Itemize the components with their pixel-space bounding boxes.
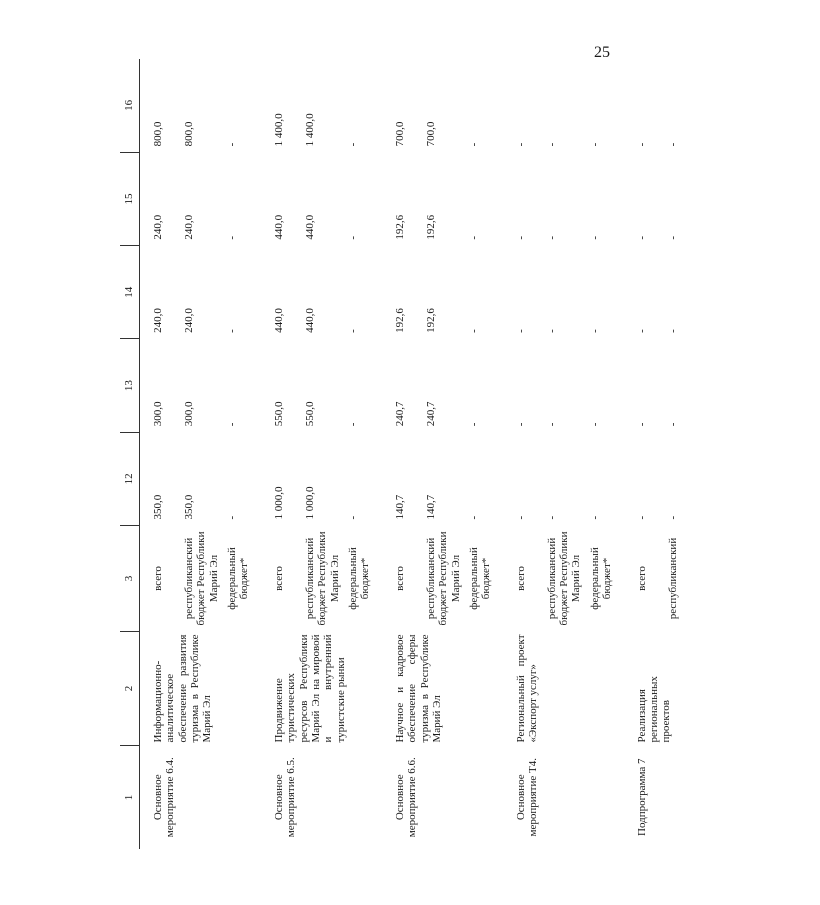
value-col-13: - bbox=[635, 422, 648, 427]
value-col-14: 440,0 bbox=[272, 308, 285, 333]
value-col-15: 240,0 bbox=[183, 214, 195, 240]
value-col-15: 192,6 bbox=[393, 214, 406, 240]
value-col-13: - bbox=[514, 422, 527, 427]
value-col-12: 140,7 bbox=[424, 494, 437, 520]
measure-name: Основное мероприятие 6.4. bbox=[152, 757, 177, 838]
value-col-14: - bbox=[588, 329, 601, 333]
measure-description: Продвижение туристических ресурсов Республики Марий Эл на мировой и внутренний туристские рынки bbox=[272, 634, 347, 743]
measure-description: Региональный проект «Экспорт услуг» bbox=[514, 634, 540, 743]
value-col-16: 800,0 bbox=[183, 121, 195, 147]
value-col-14: - bbox=[467, 329, 480, 333]
column-header-15: 15 bbox=[120, 152, 140, 245]
value-col-12: 350,0 bbox=[183, 494, 195, 520]
value-col-15: - bbox=[225, 235, 238, 240]
funding-source: республиканский бюджет Республики Марий Эл bbox=[303, 531, 341, 626]
value-col-12: 1 000,0 bbox=[303, 486, 316, 520]
value-col-13: - bbox=[346, 422, 359, 427]
value-col-15: - bbox=[635, 235, 648, 240]
column-header-1: 1 bbox=[120, 746, 140, 850]
value-col-14: - bbox=[666, 329, 679, 333]
value-col-16: - bbox=[635, 142, 648, 147]
measure-name: Основное мероприятие 6.5. bbox=[272, 757, 298, 838]
column-header-16: 16 bbox=[120, 59, 140, 152]
value-col-13: 240,7 bbox=[424, 401, 437, 427]
funding-source: республиканский bbox=[666, 537, 679, 620]
value-col-14: - bbox=[225, 329, 238, 333]
value-col-16: 1 400,0 bbox=[303, 113, 316, 147]
value-col-14: 440,0 bbox=[303, 308, 316, 333]
value-col-12: - bbox=[588, 515, 601, 520]
column-header-12: 12 bbox=[120, 432, 140, 525]
funding-source: федеральный бюджет* bbox=[588, 547, 614, 610]
measure-name: Основное мероприятие 6.6. bbox=[393, 757, 419, 838]
funding-source: всего bbox=[514, 566, 527, 591]
value-col-15: 440,0 bbox=[272, 214, 285, 240]
value-col-14: 240,0 bbox=[152, 308, 164, 333]
column-header-3: 3 bbox=[120, 526, 140, 632]
value-col-15: - bbox=[545, 235, 558, 240]
value-col-16: - bbox=[346, 142, 359, 147]
value-col-16: - bbox=[467, 142, 480, 147]
value-col-12: - bbox=[467, 515, 480, 520]
value-col-12: 140,7 bbox=[393, 494, 406, 520]
funding-source: республиканский бюджет Республики Марий Эл bbox=[183, 531, 220, 626]
value-col-16: - bbox=[588, 142, 601, 147]
value-col-14: 192,6 bbox=[393, 308, 406, 333]
funding-source: всего bbox=[152, 566, 164, 591]
value-col-13: - bbox=[666, 422, 679, 427]
value-col-15: - bbox=[588, 235, 601, 240]
page-number: 25 bbox=[594, 44, 610, 61]
table-row bbox=[503, 59, 540, 849]
budget-table bbox=[120, 59, 692, 849]
column-header-13: 13 bbox=[120, 339, 140, 432]
value-col-12: - bbox=[545, 515, 558, 520]
value-col-12: - bbox=[666, 515, 679, 520]
value-col-14: 240,0 bbox=[183, 308, 195, 333]
value-col-16: - bbox=[666, 142, 679, 147]
value-col-16: 1 400,0 bbox=[272, 113, 285, 147]
value-col-14: - bbox=[545, 329, 558, 333]
value-col-16: - bbox=[225, 142, 238, 147]
value-col-14: - bbox=[346, 329, 359, 333]
value-col-13: - bbox=[225, 422, 238, 427]
table-row bbox=[261, 59, 298, 849]
value-col-15: - bbox=[666, 235, 679, 240]
measure-name: Подпрограмма 7 bbox=[635, 758, 648, 836]
value-col-16: - bbox=[545, 142, 558, 147]
value-col-15: - bbox=[467, 235, 480, 240]
rotated-table-container bbox=[120, 59, 820, 849]
value-col-14: - bbox=[635, 329, 648, 333]
column-header-2: 2 bbox=[120, 632, 140, 746]
table-header-row bbox=[120, 59, 140, 849]
measure-name: Основное мероприятие Т4. bbox=[514, 758, 540, 837]
value-col-15: 192,6 bbox=[424, 214, 437, 240]
table-row bbox=[140, 59, 178, 849]
value-col-14: 192,6 bbox=[424, 308, 437, 333]
value-col-14: - bbox=[514, 329, 527, 333]
value-col-15: - bbox=[514, 235, 527, 240]
value-col-13: 300,0 bbox=[183, 401, 195, 427]
value-col-12: - bbox=[514, 515, 527, 520]
value-col-13: - bbox=[545, 422, 558, 427]
table-row bbox=[382, 59, 419, 849]
value-col-15: 440,0 bbox=[303, 214, 316, 240]
value-col-13: 550,0 bbox=[272, 401, 285, 427]
value-col-16: 800,0 bbox=[152, 121, 164, 147]
funding-source: федеральный бюджет* bbox=[467, 547, 493, 610]
measure-description: Реализация региональных проектов bbox=[635, 676, 673, 743]
value-col-16: 700,0 bbox=[393, 121, 406, 147]
value-col-13: - bbox=[588, 422, 601, 427]
value-col-15: 240,0 bbox=[152, 214, 164, 240]
value-col-13: 300,0 bbox=[152, 401, 164, 427]
table-row bbox=[624, 59, 661, 849]
funding-source: всего bbox=[635, 566, 648, 591]
value-col-12: 1 000,0 bbox=[272, 486, 285, 520]
value-col-13: 240,7 bbox=[393, 401, 406, 427]
funding-source: республиканский бюджет Республики Марий Эл bbox=[545, 531, 583, 626]
value-col-13: 550,0 bbox=[303, 401, 316, 427]
value-col-12: - bbox=[225, 515, 238, 520]
measure-description: Научное и кадровое обеспечение сферы туризма в Республике Марий Эл bbox=[393, 634, 443, 743]
value-col-16: 700,0 bbox=[424, 121, 437, 147]
value-col-16: - bbox=[514, 142, 527, 147]
value-col-12: - bbox=[346, 515, 359, 520]
funding-source: федеральный бюджет* bbox=[225, 547, 251, 610]
funding-source: федеральный бюджет* bbox=[346, 547, 372, 610]
value-col-12: 350,0 bbox=[152, 494, 164, 520]
column-header-14: 14 bbox=[120, 246, 140, 339]
funding-source: всего bbox=[272, 566, 285, 591]
measure-description: Информационно-аналитическое обеспечение развития туризма в Республике Марий Эл bbox=[152, 634, 214, 743]
value-col-12: - bbox=[635, 515, 648, 520]
value-col-13: - bbox=[467, 422, 480, 427]
funding-source: всего bbox=[393, 566, 406, 591]
funding-source: республиканский бюджет Республики Марий Эл bbox=[424, 531, 462, 626]
value-col-15: - bbox=[346, 235, 359, 240]
